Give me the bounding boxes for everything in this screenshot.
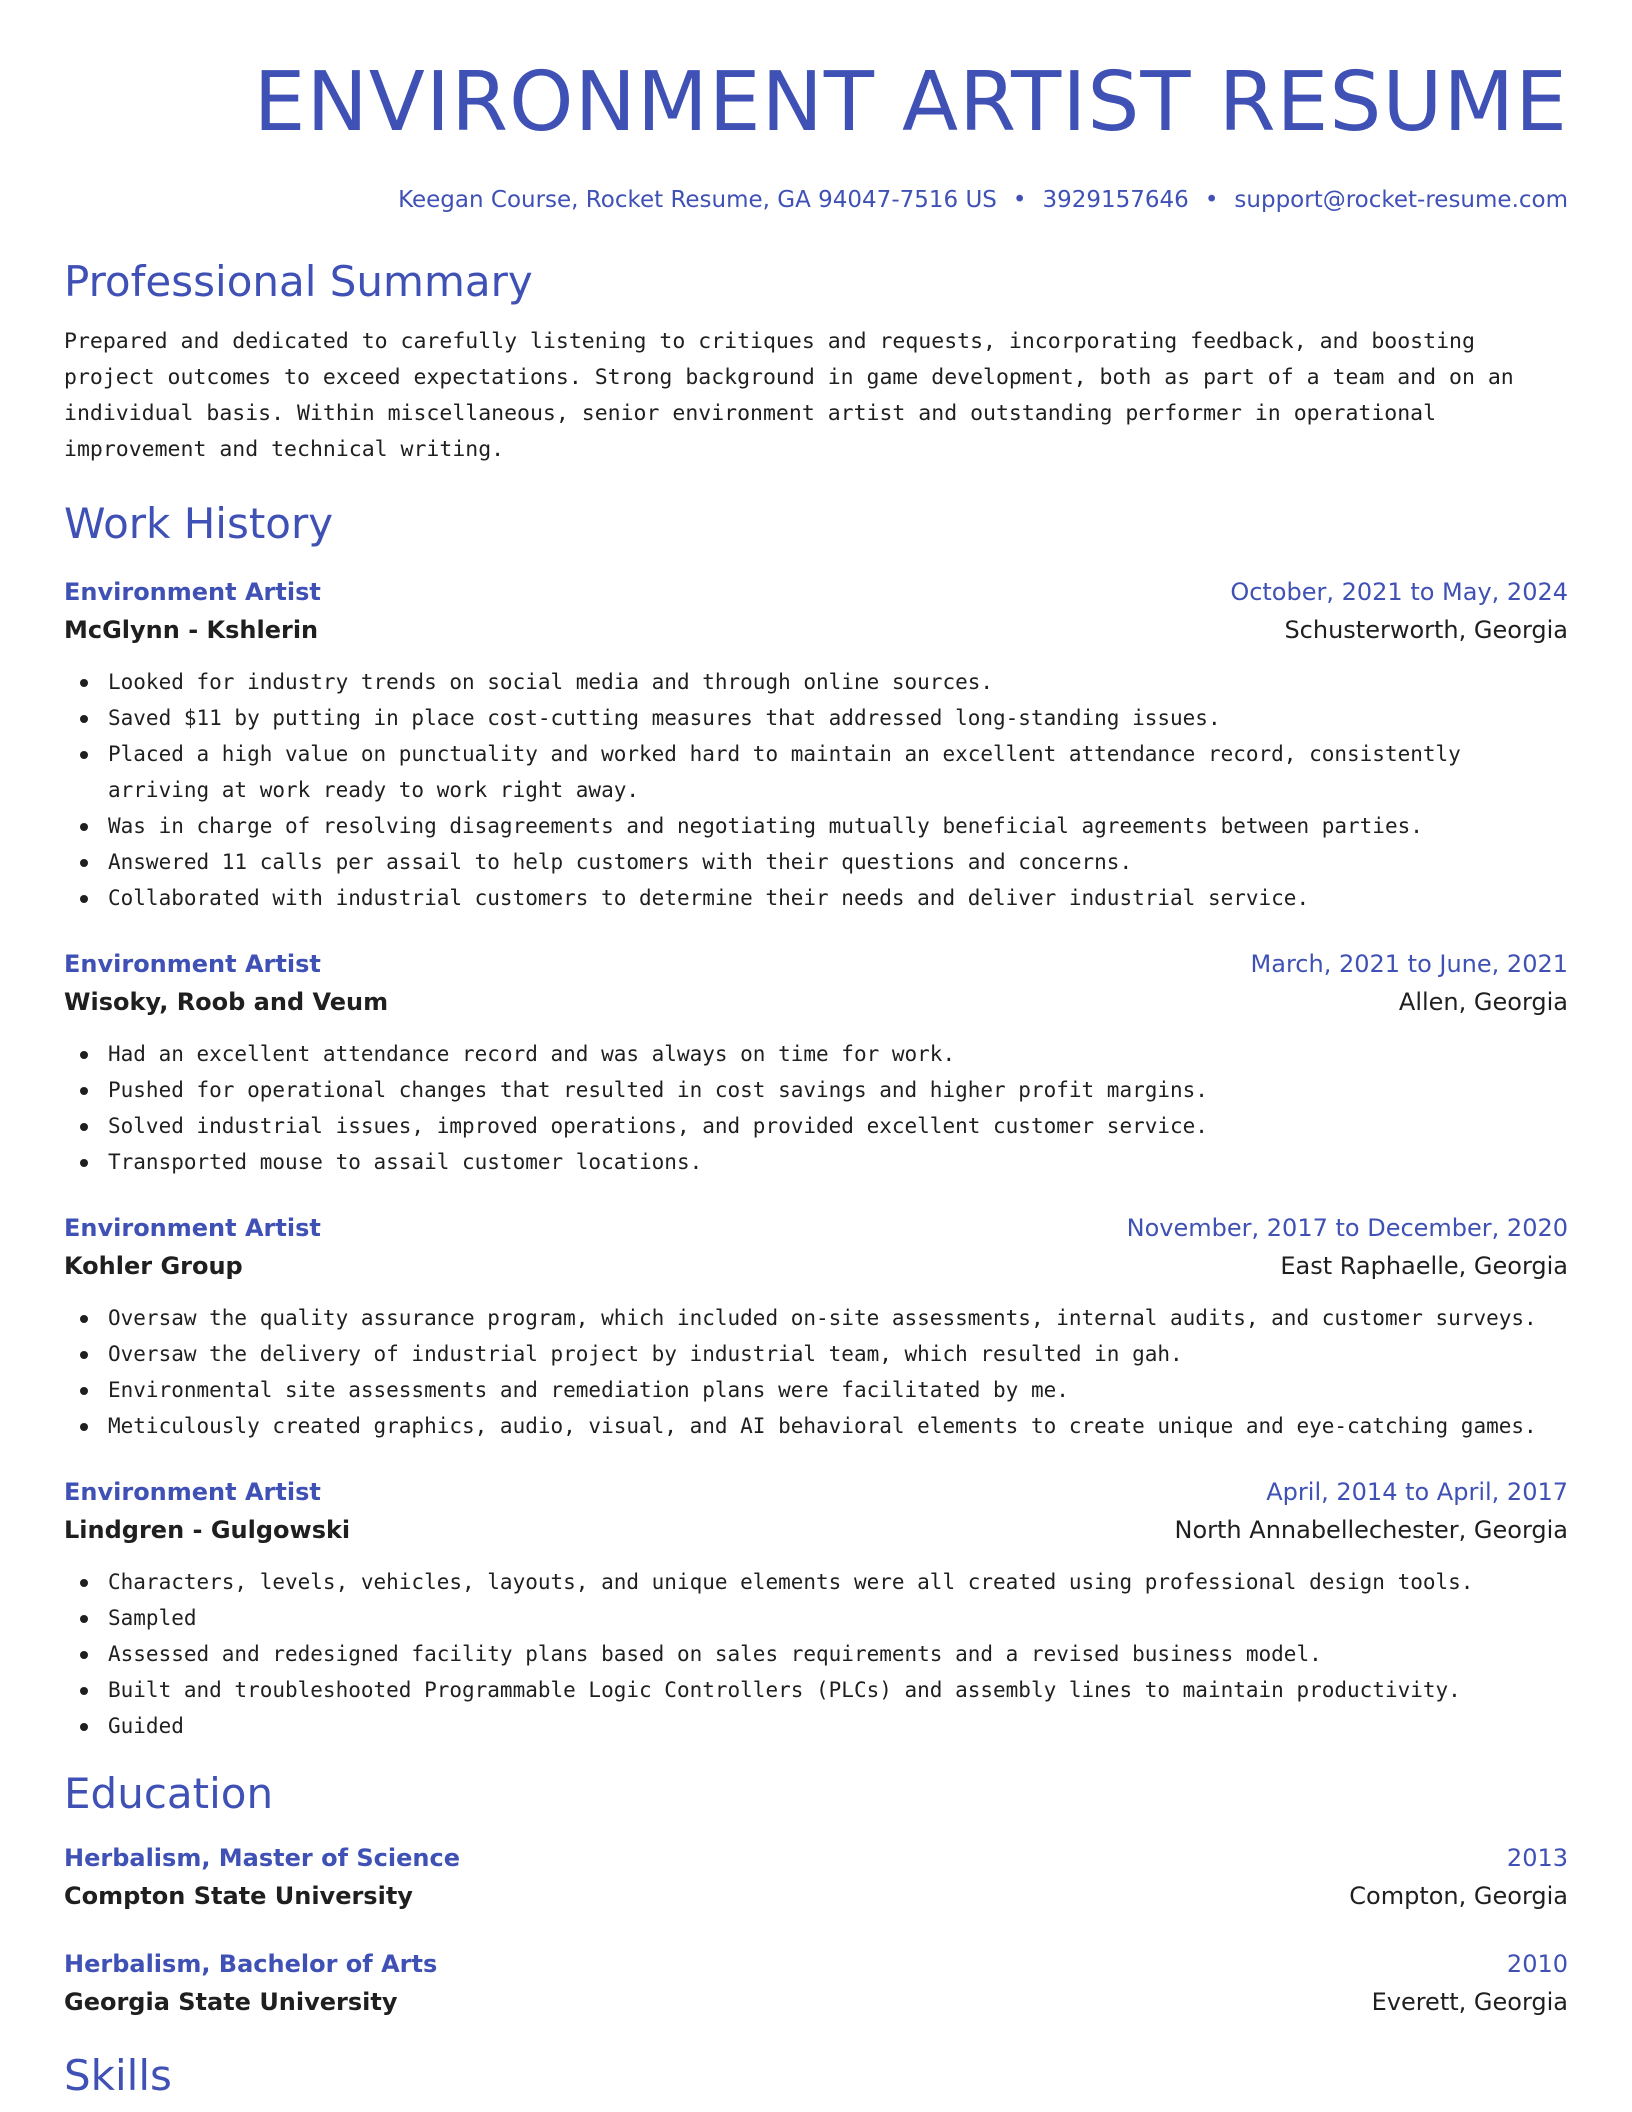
job-header-row bbox=[64, 1210, 1568, 1246]
resume-header bbox=[64, 48, 1568, 216]
job-bullet: Solved industrial issues, improved operations, and provided excellent customer service. bbox=[64, 1108, 1568, 1144]
education-location: Compton, Georgia bbox=[1349, 1882, 1568, 1910]
job-location: Schusterworth, Georgia bbox=[1284, 616, 1568, 644]
job-bullet: Was in charge of resolving disagreements and negotiating mutually beneficial agreements between parties. bbox=[64, 808, 1568, 844]
job-role: Environment Artist bbox=[64, 950, 321, 978]
summary-text: Prepared and dedicated to carefully listening to critiques and requests, incorporating feedback, and boosting project outcomes to exceed expectations. Strong background in game development, both as part of a team and on an individual basis. Within miscellaneous, senior environment artist and outstanding performer in operational improvement and technical writing. bbox=[64, 329, 1514, 462]
job-header-row bbox=[64, 1474, 1568, 1510]
job-bullets bbox=[64, 1564, 1568, 1744]
job-bullet: Looked for industry trends on social media and through online sources. bbox=[64, 664, 1568, 700]
contact-address: Keegan Course, Rocket Resume, GA 94047-7516 US bbox=[398, 187, 997, 213]
job-bullets bbox=[64, 1300, 1568, 1444]
job-bullet: Meticulously created graphics, audio, visual, and AI behavioral elements to create unique and eye-catching games. bbox=[64, 1408, 1568, 1444]
education-year: 2013 bbox=[1506, 1844, 1568, 1872]
job-bullet: Answered 11 calls per assail to help customers with their questions and concerns. bbox=[64, 844, 1568, 880]
job-company-row bbox=[64, 610, 1568, 650]
education-school: Compton State University bbox=[64, 1882, 413, 1910]
job-dates: October, 2021 to May, 2024 bbox=[1230, 578, 1568, 606]
skills-heading: Skills bbox=[64, 2051, 172, 2100]
contact-email: support@rocket-resume.com bbox=[1234, 187, 1568, 213]
job-bullet: Built and troubleshooted Programmable Logic Controllers (PLCs) and assembly lines to maintain productivity. bbox=[64, 1672, 1568, 1708]
job-company-row bbox=[64, 1510, 1568, 1550]
job-entry bbox=[64, 946, 1568, 1180]
job-role: Environment Artist bbox=[64, 1478, 321, 1506]
job-bullet: Pushed for operational changes that resulted in cost savings and higher profit margins. bbox=[64, 1072, 1568, 1108]
job-company: Lindgren - Gulgowski bbox=[64, 1516, 351, 1544]
job-entry bbox=[64, 1210, 1568, 1444]
education-degree: Herbalism, Master of Science bbox=[64, 1844, 460, 1872]
job-role: Environment Artist bbox=[64, 578, 321, 606]
job-dates: March, 2021 to June, 2021 bbox=[1250, 950, 1568, 978]
education-header-row bbox=[64, 1946, 1568, 1982]
job-bullets bbox=[64, 664, 1568, 916]
job-dates: April, 2014 to April, 2017 bbox=[1266, 1478, 1568, 1506]
job-bullet: Transported mouse to assail customer locations. bbox=[64, 1144, 1568, 1180]
education-entry bbox=[64, 1840, 1568, 1916]
job-bullet: Saved $11 by putting in place cost-cutting measures that addressed long-standing issues. bbox=[64, 700, 1568, 736]
education-heading: Education bbox=[64, 1769, 274, 1818]
job-bullet: Guided bbox=[64, 1708, 1568, 1744]
job-company-row bbox=[64, 1246, 1568, 1286]
job-bullet: Oversaw the delivery of industrial project by industrial team, which resulted in gah. bbox=[64, 1336, 1568, 1372]
summary-heading: Professional Summary bbox=[64, 257, 533, 306]
job-bullet: Characters, levels, vehicles, layouts, and unique elements were all created using professional design tools. bbox=[64, 1564, 1568, 1600]
education-year: 2010 bbox=[1506, 1950, 1568, 1978]
contact-separator: • bbox=[1012, 187, 1027, 213]
job-company: Kohler Group bbox=[64, 1252, 243, 1280]
education-location: Everett, Georgia bbox=[1371, 1988, 1568, 2016]
job-bullets bbox=[64, 1036, 1568, 1180]
job-dates: November, 2017 to December, 2020 bbox=[1126, 1214, 1568, 1242]
contact-phone: 3929157646 bbox=[1042, 187, 1189, 213]
contact-line bbox=[64, 184, 1568, 216]
job-bullet: Sampled bbox=[64, 1600, 1568, 1636]
job-role: Environment Artist bbox=[64, 1214, 321, 1242]
job-company: Wisoky, Roob and Veum bbox=[64, 988, 389, 1016]
job-company-row bbox=[64, 982, 1568, 1022]
education-school: Georgia State University bbox=[64, 1988, 398, 2016]
job-entry bbox=[64, 1474, 1568, 1744]
job-entry bbox=[64, 574, 1568, 916]
job-location: Allen, Georgia bbox=[1398, 988, 1568, 1016]
work-history-heading: Work History bbox=[64, 499, 334, 548]
contact-separator: • bbox=[1204, 187, 1219, 213]
job-location: East Raphaelle, Georgia bbox=[1280, 1252, 1568, 1280]
job-location: North Annabellechester, Georgia bbox=[1174, 1516, 1568, 1544]
job-bullet: Assessed and redesigned facility plans based on sales requirements and a revised business model. bbox=[64, 1636, 1568, 1672]
job-header-row bbox=[64, 946, 1568, 982]
job-bullet: Placed a high value on punctuality and worked hard to maintain an excellent attendance record, consistently arriving at work ready to work right away. bbox=[64, 736, 1568, 808]
education-school-row bbox=[64, 1982, 1568, 2022]
job-bullet: Collaborated with industrial customers to determine their needs and deliver industrial service. bbox=[64, 880, 1568, 916]
job-bullet: Had an excellent attendance record and was always on time for work. bbox=[64, 1036, 1568, 1072]
job-header-row bbox=[64, 574, 1568, 610]
education-entry bbox=[64, 1946, 1568, 2022]
resume-title: ENVIRONMENT ARTIST RESUME bbox=[253, 55, 1568, 150]
education-school-row bbox=[64, 1876, 1568, 1916]
job-bullet: Environmental site assessments and remediation plans were facilitated by me. bbox=[64, 1372, 1568, 1408]
education-header-row bbox=[64, 1840, 1568, 1876]
education-degree: Herbalism, Bachelor of Arts bbox=[64, 1950, 438, 1978]
job-bullet: Oversaw the quality assurance program, which included on-site assessments, internal audits, and customer surveys. bbox=[64, 1300, 1568, 1336]
job-company: McGlynn - Kshlerin bbox=[64, 616, 319, 644]
